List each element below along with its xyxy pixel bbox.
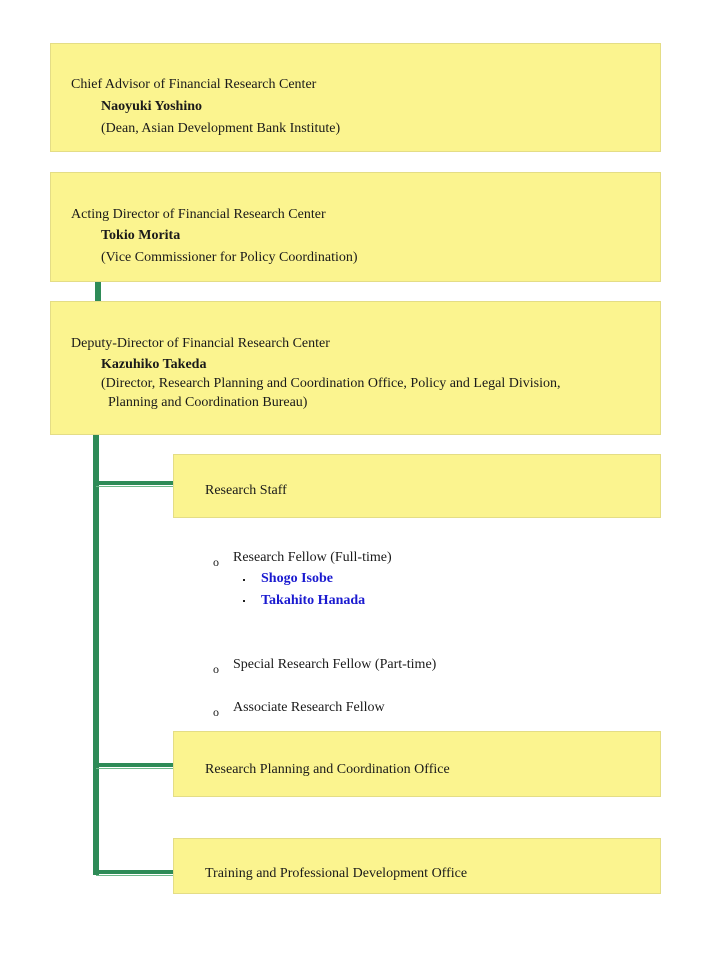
connector-branch-research-staff [96, 481, 174, 485]
connector-branch-training-office [96, 870, 174, 874]
chief-advisor-box [50, 43, 661, 152]
bullet-square-icon [243, 579, 245, 581]
planning-office-box [173, 731, 661, 797]
research-staff-box [173, 454, 661, 518]
acting-director-position: (Vice Commissioner for Policy Coordination) [101, 250, 358, 265]
deputy-director-name: Kazuhiko Takeda [101, 357, 207, 372]
connector-acting-deputy [95, 281, 101, 301]
associate-research-fellow-label: Associate Research Fellow [233, 700, 385, 715]
deputy-director-box [50, 301, 661, 435]
deputy-director-title: Deputy-Director of Financial Research Center [71, 336, 330, 351]
training-office-box [173, 838, 661, 894]
research-staff-label: Research Staff [205, 483, 287, 498]
chief-advisor-title: Chief Advisor of Financial Research Center [71, 77, 317, 92]
member-name: Shogo Isobe [261, 571, 333, 586]
deputy-director-position-line2: Planning and Coordination Bureau) [108, 395, 308, 410]
member-name: Takahito Hanada [261, 593, 366, 608]
bullet-circle-icon: o [213, 662, 219, 676]
acting-director-name: Tokio Morita [101, 228, 181, 243]
bullet-circle-icon: o [213, 705, 219, 719]
acting-director-box [50, 172, 661, 282]
connector-trunk [93, 434, 99, 875]
bullet-circle-icon: o [213, 555, 219, 569]
special-research-fellow-label: Special Research Fellow (Part-time) [233, 657, 437, 672]
planning-office-label: Research Planning and Coordination Office [205, 762, 450, 777]
research-fellow-full-label: Research Fellow (Full-time) [233, 550, 392, 565]
deputy-director-position-line1: (Director, Research Planning and Coordination Office, Policy and Legal Division, [101, 376, 561, 391]
acting-director-title: Acting Director of Financial Research Center [71, 207, 326, 222]
connector-branch-planning-office [96, 763, 174, 767]
chief-advisor-name: Naoyuki Yoshino [101, 99, 203, 114]
chief-advisor-position: (Dean, Asian Development Bank Institute) [101, 121, 341, 136]
bullet-square-icon [243, 600, 245, 602]
training-office-label: Training and Professional Development Office [205, 866, 468, 881]
